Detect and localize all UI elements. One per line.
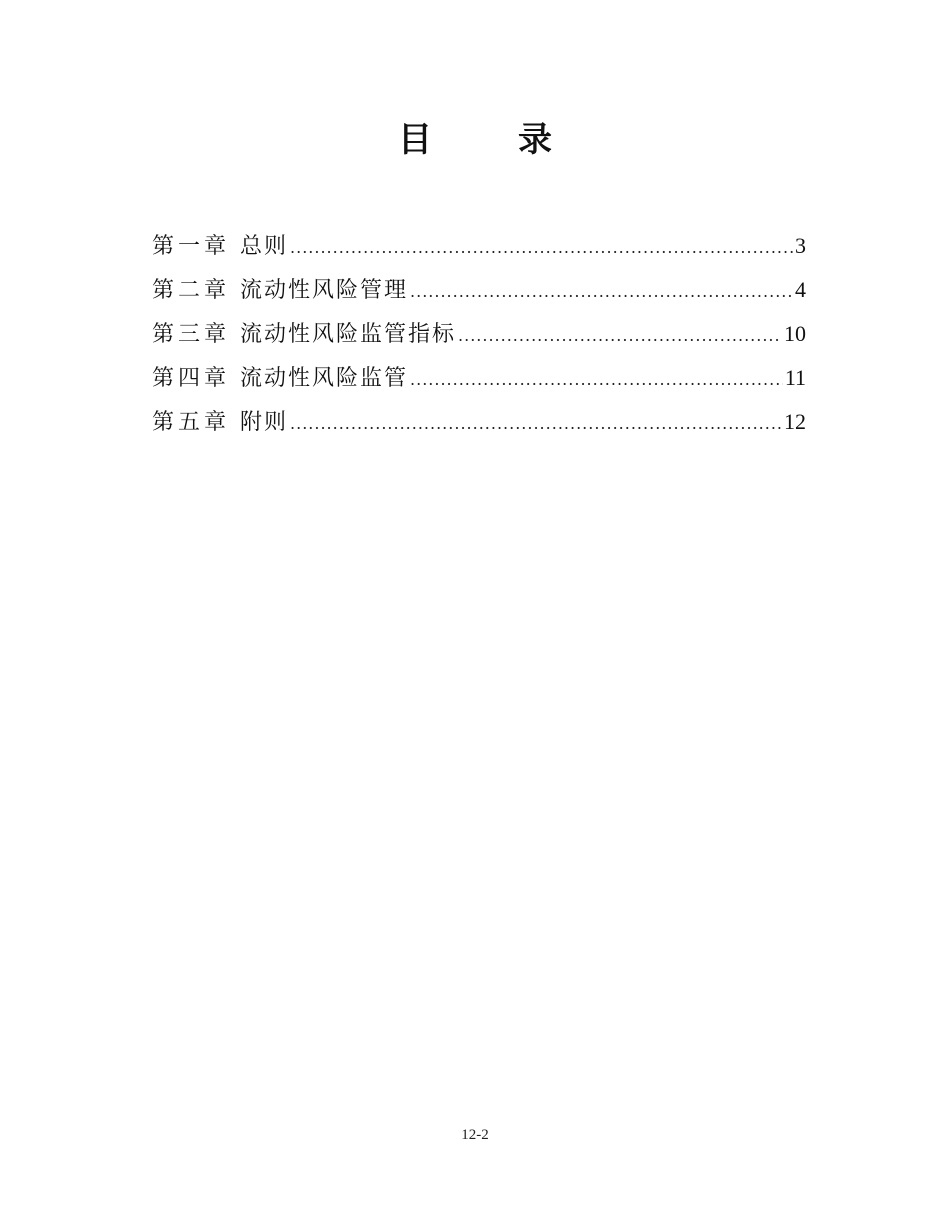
toc-chapter-title: 流动性风险监管指标 — [240, 322, 457, 347]
table-of-contents — [152, 226, 806, 446]
toc-page-number: 10 — [784, 321, 806, 346]
toc-entry-chapter-1[interactable] — [152, 226, 806, 270]
toc-page-number: 4 — [795, 277, 806, 302]
toc-chapter-title: 流动性风险管理 — [240, 278, 409, 303]
toc-chapter-label: 第一章 — [152, 234, 231, 259]
toc-chapter-title: 总则 — [240, 234, 289, 259]
toc-entry-chapter-5[interactable] — [152, 402, 806, 446]
toc-entry-chapter-4[interactable] — [152, 358, 806, 402]
toc-chapter-title: 附则 — [240, 410, 289, 435]
toc-page-number: 12 — [784, 409, 806, 434]
toc-chapter-label: 第四章 — [152, 366, 231, 391]
toc-dot-leader — [290, 404, 782, 444]
page-title: 目 录 — [398, 120, 578, 160]
toc-entry-chapter-3[interactable] — [152, 314, 806, 358]
toc-dot-leader — [410, 272, 793, 312]
page-footer-number: 12-2 — [461, 1127, 489, 1143]
toc-entry-chapter-2[interactable] — [152, 270, 806, 314]
toc-dot-leader — [290, 228, 793, 268]
toc-chapter-label: 第三章 — [152, 322, 231, 347]
toc-page-number: 11 — [784, 365, 806, 390]
toc-chapter-label: 第五章 — [152, 410, 231, 435]
toc-chapter-title: 流动性风险监管 — [240, 366, 409, 391]
toc-chapter-label: 第二章 — [152, 278, 231, 303]
toc-dot-leader — [410, 360, 783, 400]
toc-dot-leader — [458, 316, 782, 356]
toc-page-number: 3 — [795, 233, 806, 258]
